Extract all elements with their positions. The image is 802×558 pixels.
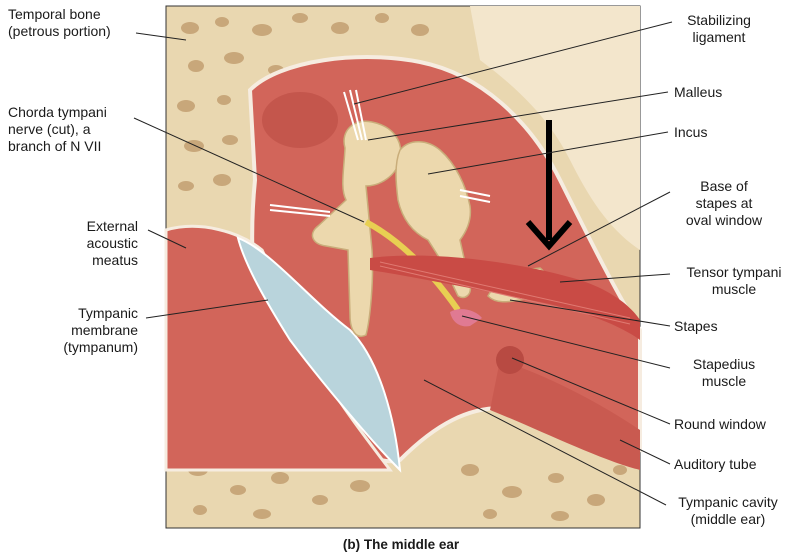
cavity-shadow [262, 92, 338, 148]
label-temporal-bone: Temporal bone (petrous portion) [8, 6, 111, 39]
label-stabilizing-ligament: Stabilizing ligament [687, 12, 751, 45]
label-incus: Incus [674, 124, 708, 140]
label-chorda-tympani: Chorda tympani nerve (cut), a branch of N VII [8, 104, 107, 154]
label-stapes: Stapes [674, 318, 718, 334]
label-tensor-tympani: Tensor tympani muscle [686, 264, 782, 297]
label-auditory-tube: Auditory tube [674, 456, 757, 472]
round-window [496, 346, 524, 374]
label-round-window: Round window [674, 416, 766, 432]
label-stapedius-muscle: Stapedius muscle [692, 356, 756, 389]
figure-caption: (b) The middle ear [342, 537, 460, 552]
label-external-acoustic-meatus: External acoustic meatus [86, 218, 138, 268]
label-base-of-stapes: Base of stapes at oval window [685, 178, 763, 228]
label-tympanic-cavity: Tympanic cavity (middle ear) [678, 494, 778, 527]
label-tympanic-membrane: Tympanic membrane (tympanum) [63, 305, 138, 355]
label-malleus: Malleus [674, 84, 723, 100]
